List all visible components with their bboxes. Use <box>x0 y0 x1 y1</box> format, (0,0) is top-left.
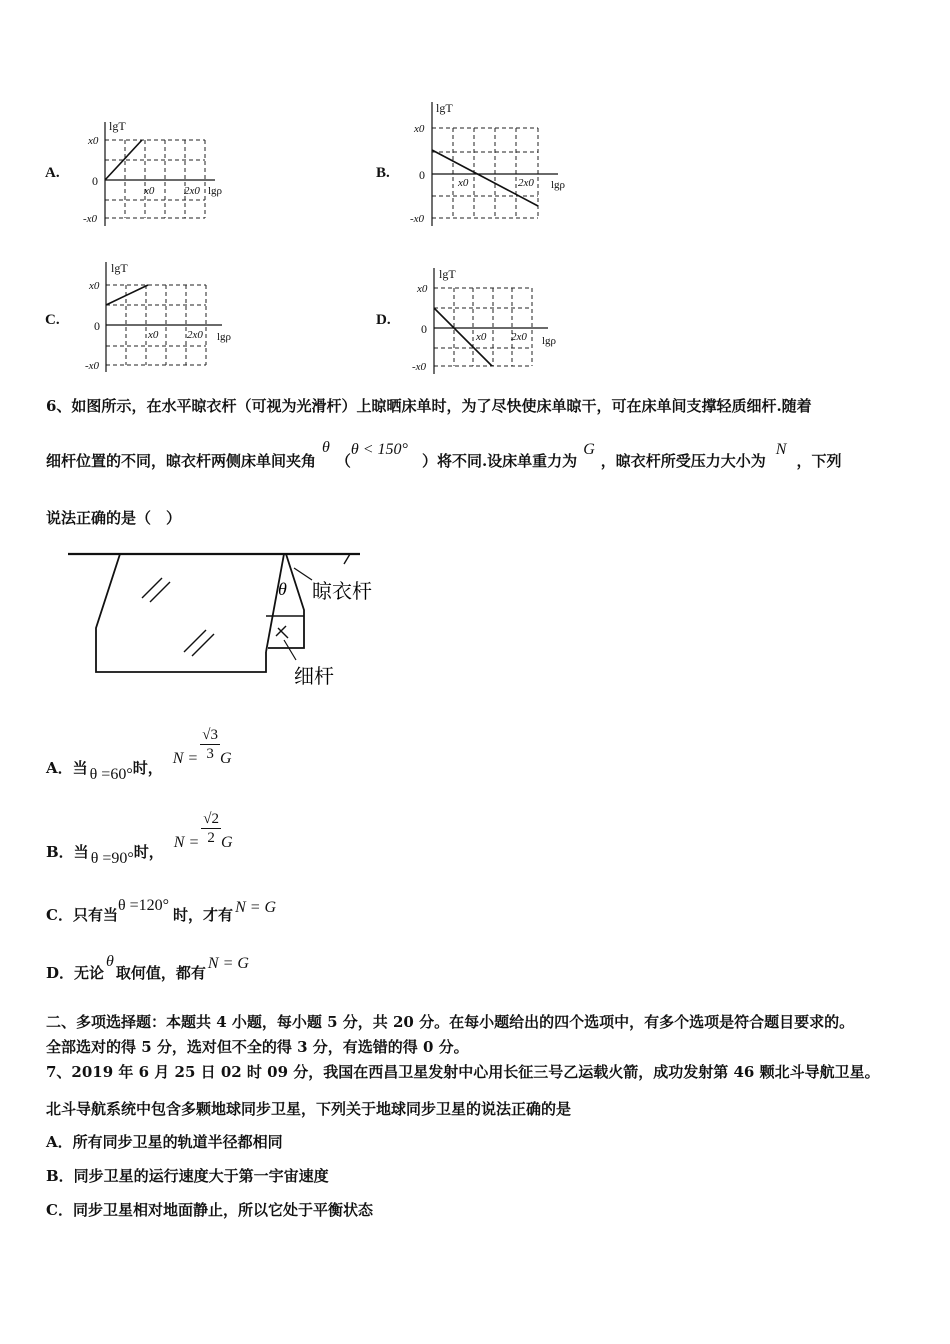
q6-theta-cond: θ < 150° <box>350 441 408 458</box>
graph-b-x-mid: x0 <box>458 177 469 189</box>
q6-figure-angle-label: θ <box>278 579 287 599</box>
graph-d-x-end: 2x0 <box>511 331 527 343</box>
section2-line1: 二、多项选择题：本题共 4 小题，每小题 5 分，共 20 分。在每小题给出的四个选项中，有多个选项是符合题目要求的。 <box>46 1013 855 1031</box>
q6-n: N <box>775 441 787 458</box>
q6-option-b[interactable] <box>46 811 233 867</box>
q6-option-a-rhs: G <box>219 749 232 767</box>
q6-option-d-suffix: 取何值，都有 <box>115 964 206 982</box>
q6-line3: 说法正确的是（ ） <box>46 509 182 527</box>
q6-paren-open: （ <box>335 452 351 470</box>
q7-option-c[interactable]: C．同步卫星相对地面静止，所以它处于平衡状态 <box>46 1201 373 1219</box>
graph-d <box>410 264 575 382</box>
graph-option-c-label: C. <box>45 312 60 328</box>
q6-option-b-den: 2 <box>207 830 215 846</box>
q7-line1: 7、2019 年 6 月 25 日 02 时 09 分，我国在西昌卫星发射中心用长征三号乙运载火箭，成功发射第 46 颗北斗导航卫星。 <box>46 1063 880 1081</box>
q7-line2: 北斗导航系统中包含多颗地球同步卫星，下列关于地球同步卫星的说法正确的是 <box>46 1100 572 1118</box>
graph-c-y-top: x0 <box>89 280 100 292</box>
q6-line2-c: ，晾衣杆所受压力大小为 <box>600 452 766 470</box>
q6-figure-stick-label: 细杆 <box>294 664 334 688</box>
q6-option-c-label: C．只有当 <box>46 906 118 924</box>
q6-figure-rod-label: 晾衣杆 <box>312 579 372 603</box>
q6-option-c-eq: N = G <box>235 899 277 916</box>
graph-d-y-top: x0 <box>417 283 428 295</box>
graph-b-y-axis-label: lgT <box>436 101 453 115</box>
q6-line2-a: 细杆位置的不同，晾衣杆两侧床单间夹角 <box>46 452 317 470</box>
graph-c <box>82 258 247 376</box>
graph-a-y-top: x0 <box>88 135 99 147</box>
graph-option-b-label: B. <box>376 165 390 181</box>
q6-option-c-suffix: 时，才有 <box>173 906 234 924</box>
graph-d-y-zero: 0 <box>421 322 427 336</box>
q6-option-b-num: √2 <box>203 811 219 827</box>
graph-c-x-axis-label: lgρ <box>217 331 232 343</box>
graph-a-y-zero: 0 <box>92 174 98 188</box>
q6-option-a-num: √3 <box>202 727 218 743</box>
q6-line2-b: ）将不同.设床单重力为 <box>421 452 578 470</box>
q6-option-a-suffix: 时， <box>132 758 163 777</box>
q6-option-d-eq: N = G <box>207 955 249 972</box>
q6-option-b-lhs: N = <box>173 833 200 851</box>
graph-c-x-end: 2x0 <box>187 329 203 341</box>
graph-d-y-axis-label: lgT <box>439 267 456 281</box>
q6-option-d[interactable] <box>46 950 249 982</box>
q7-option-b[interactable]: B．同步卫星的运行速度大于第一宇宙速度 <box>46 1167 329 1185</box>
graph-c-y-zero: 0 <box>94 319 100 333</box>
q6-option-a-lhs: N = <box>172 749 199 767</box>
q6-option-c-cond: θ =120° <box>117 897 170 914</box>
section2-line2: 全部选对的得 5 分，选对但不全的得 3 分，有选错的得 0 分。 <box>46 1038 469 1056</box>
graph-option-a-label: A. <box>45 165 60 181</box>
q6-option-b-label: B．当 <box>46 842 89 861</box>
graph-c-y-bottom: -x0 <box>85 360 100 372</box>
q6-option-a-cond: θ =60° <box>89 765 133 783</box>
graph-b-x-axis-label: lgρ <box>551 179 566 191</box>
graph-b-y-top: x0 <box>414 123 425 135</box>
graph-d-y-bottom: -x0 <box>412 361 427 373</box>
q6-option-b-cond: θ =90° <box>90 849 134 867</box>
q6-option-a-fraction <box>200 726 220 763</box>
q6-option-a-label: A．当 <box>46 758 88 777</box>
q6-line2-d: ，下列 <box>796 452 842 470</box>
graph-b <box>408 98 583 230</box>
q6-line2 <box>46 439 842 471</box>
q6-option-b-rhs: G <box>221 833 233 851</box>
graph-d-x-axis-label: lgρ <box>542 335 557 347</box>
graph-a-y-axis-label: lgT <box>109 119 126 133</box>
graph-b-y-zero: 0 <box>419 168 425 182</box>
q6-option-b-fraction <box>201 810 221 847</box>
graph-c-x-mid: x0 <box>148 329 159 341</box>
graph-a <box>80 118 240 230</box>
q6-option-b-suffix: 时， <box>133 842 164 861</box>
graph-a-x-mid: x0 <box>144 185 155 197</box>
graph-option-d-label: D. <box>376 312 391 328</box>
q6-figure <box>60 540 390 700</box>
graph-d-x-mid: x0 <box>476 331 487 343</box>
graph-a-x-axis-label: lgρ <box>208 185 223 197</box>
graph-b-y-bottom: -x0 <box>410 213 425 225</box>
graph-a-x-end: 2x0 <box>184 185 200 197</box>
graph-c-y-axis-label: lgT <box>111 261 128 275</box>
q6-option-d-label: D．无论 <box>46 964 105 982</box>
q6-option-c[interactable] <box>46 894 277 924</box>
q7-option-a[interactable]: A．所有同步卫星的轨道半径都相同 <box>46 1133 283 1151</box>
q6-line1: 6、如图所示，在水平晾衣杆（可视为光滑杆）上晾晒床单时，为了尽快使床单晾干，可在床单间支撑轻质细杆.随着 <box>46 397 812 415</box>
q6-option-a[interactable] <box>46 727 232 783</box>
graph-b-x-end: 2x0 <box>518 177 534 189</box>
q6-theta: θ <box>322 439 330 456</box>
q6-option-d-theta: θ <box>106 953 114 970</box>
q6-g: G <box>583 441 595 458</box>
q6-option-a-den: 3 <box>206 746 214 762</box>
graph-a-y-bottom: -x0 <box>83 213 98 225</box>
